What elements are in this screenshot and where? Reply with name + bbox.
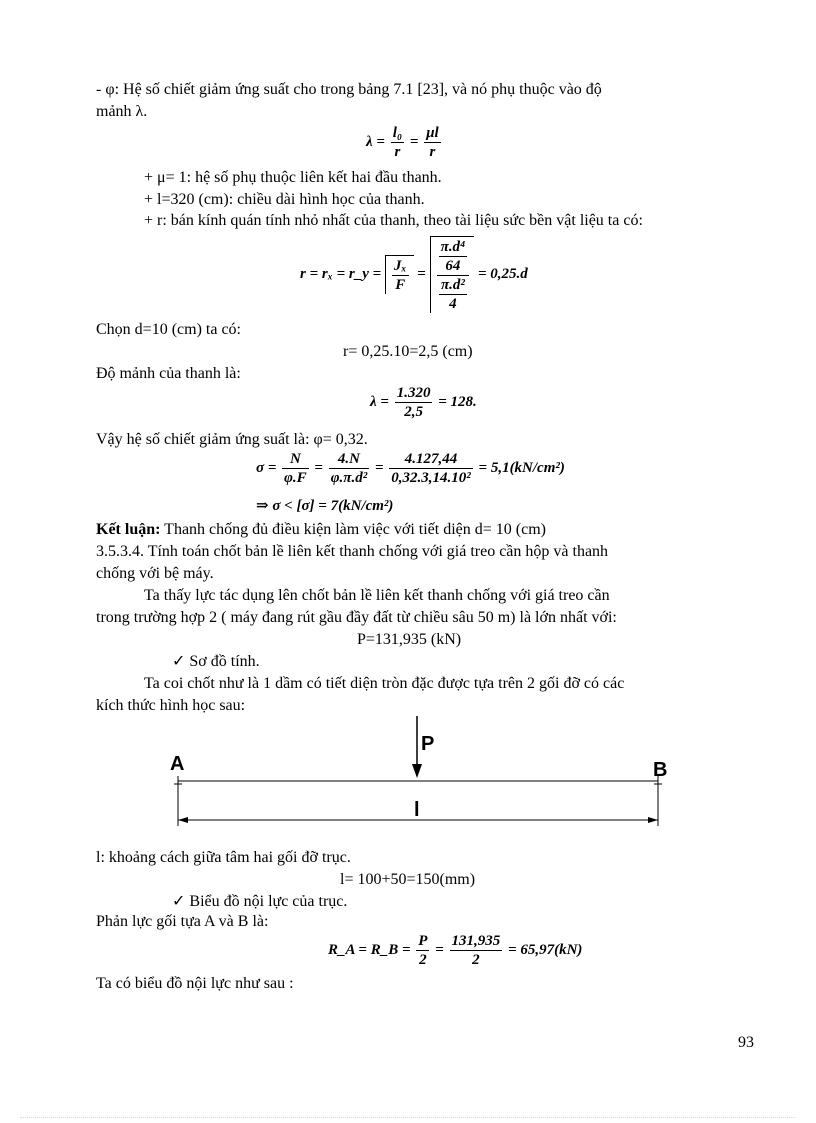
text-line: + r: bán kính quán tính nhỏ nhất của thanh, theo tài liệu sức bền vật liệu ta có:	[144, 212, 643, 229]
text-line: Chọn d=10 (cm) ta có:	[96, 321, 241, 338]
load-arrow-head	[412, 764, 422, 778]
text-line: - φ: Hệ số chiết giảm ứng suất cho trong bảng 7.1 [23], và nó phụ thuộc vào độ	[96, 81, 602, 98]
text-line: l= 100+50=150(mm)	[340, 871, 476, 888]
text-line: Ta coi chốt như là 1 dầm có tiết diện tròn đặc được tựa trên 2 gối đỡ có các	[144, 675, 625, 692]
text-line: Vậy hệ số chiết giảm ứng suất là: φ= 0,32.	[96, 431, 368, 448]
sqrt-symbol: $\frac{\text{Jₓ}}{F}$	[385, 255, 414, 294]
formula-reaction: R_A = R_B = $\frac{P}{2}$ = $\frac{131,935}{2}$ = 65,97(kN)	[328, 933, 583, 968]
formula-radius-gyration: r = rₓ = r_y = $\frac{\text{Jₓ}}{F}$ = $\frac{\frac{\text{π.d⁴}}{64}}{\frac{\text{π.d²}}{4}}$ = 0,25.d	[300, 236, 528, 313]
text-line: Ta thấy lực tác dụng lên chốt bản lề liên kết thanh chống với giá treo cần	[144, 587, 610, 604]
text-line: Phản lực gối tựa A và B là:	[96, 913, 269, 930]
formula-slenderness-value: λ = $\frac{1.320}{2,5}$ = 128.	[370, 385, 477, 420]
dim-arrow-left	[178, 817, 188, 823]
label-p: P	[421, 733, 435, 755]
beam-diagram-svg	[160, 712, 680, 832]
conclusion-line	[96, 520, 546, 540]
dim-arrow-right	[648, 817, 658, 823]
text-line: + μ= 1: hệ số phụ thuộc liên kết hai đầu thanh.	[144, 169, 442, 186]
section-heading: chống với bệ máy.	[96, 565, 214, 582]
page-number: 93	[738, 1034, 754, 1051]
beam-diagram	[160, 712, 680, 832]
text-line: P=131,935 (kN)	[357, 631, 462, 648]
text-line: r= 0,25.10=2,5 (cm)	[343, 343, 473, 360]
text-line: trong trường hợp 2 ( máy đang rút gầu đầy đất từ chiều sâu 50 m) là lớn nhất với:	[96, 609, 617, 626]
text-line: Ta có biểu đồ nội lực như sau :	[96, 975, 294, 992]
label-b: B	[653, 759, 668, 781]
sqrt-symbol: $\frac{\frac{\text{π.d⁴}}{64}}{\frac{\text{π.d²}}{4}}$	[430, 236, 475, 313]
label-a: A	[170, 753, 185, 775]
formula-stress: σ = $\frac{N}{\varphi.F}$ = $\frac{4.N}{\text{φ.π.d²}}$ = $\frac{4.127,44}{\text{0,32.3,14.10²}}$ = 5,1(kN/cm²)	[256, 451, 565, 486]
checklist-item: ✓ Biểu đồ nội lực của trục.	[172, 893, 348, 910]
text-line: mảnh λ.	[96, 103, 148, 120]
text-line: kích thức hình học sau:	[96, 697, 246, 714]
text-line: l: khoảng cách giữa tâm hai gối đỡ trục.	[96, 849, 351, 866]
label-l: l	[414, 799, 420, 821]
formula-stress-comparison: ⇒ σ < [σ] = 7(kN/cm²)	[256, 498, 394, 514]
section-heading: 3.5.3.4. Tính toán chốt bản lề liên kết thanh chống với giá treo cần hộp và thanh	[96, 543, 609, 560]
formula-slenderness: λ = $\frac{\text{l₀}}{r}$ = $\frac{\mu l}{r}$	[366, 125, 439, 160]
conclusion-text: Thanh chống đủ điều kiện làm việc với tiết diện d= 10 (cm)	[160, 521, 546, 538]
footer-divider	[20, 1117, 796, 1118]
text-line: + l=320 (cm): chiều dài hình học của thanh.	[144, 191, 425, 208]
text-line: Độ mảnh của thanh là:	[96, 365, 241, 382]
conclusion-label: Kết luận:	[96, 521, 161, 538]
checklist-item: ✓ Sơ đồ tính.	[172, 653, 260, 670]
